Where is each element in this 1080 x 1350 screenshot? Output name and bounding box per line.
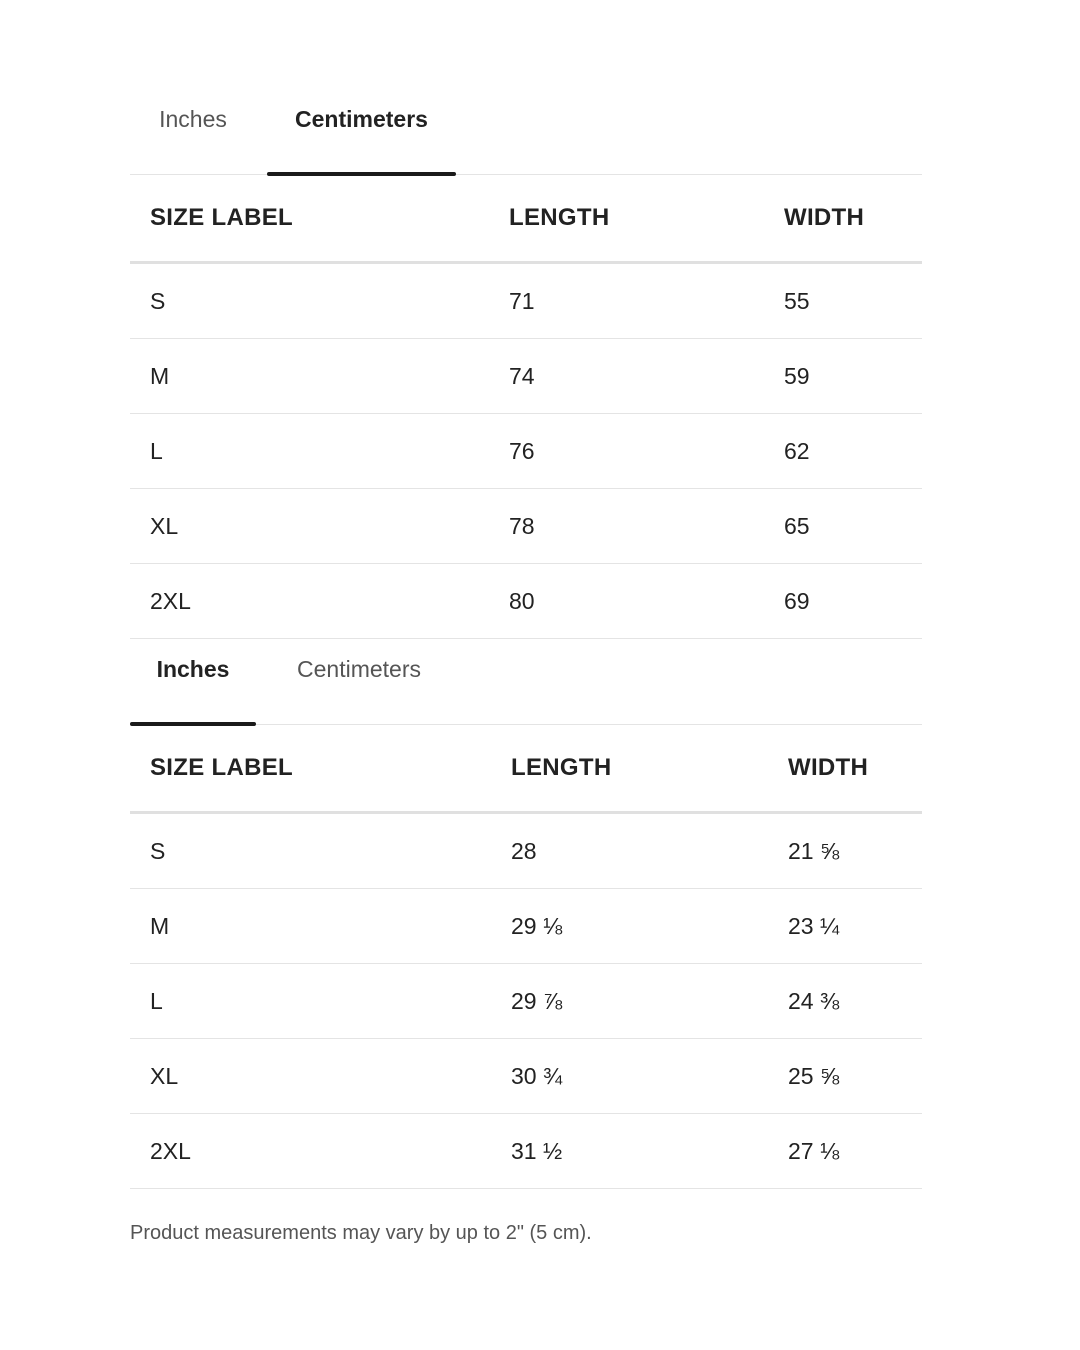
length-cell: 78 [509, 489, 784, 564]
measurement-disclaimer: Product measurements may vary by up to 2" (5 cm). [130, 1222, 592, 1244]
size-chart-centimeters [130, 90, 922, 639]
table-row [130, 813, 922, 889]
column-header-width: WIDTH [788, 725, 922, 813]
table-header-row [130, 175, 922, 263]
length-cell: 31 ½ [511, 1114, 788, 1189]
length-cell: 74 [509, 339, 784, 414]
size-cell: M [130, 889, 511, 964]
column-header-size-label: SIZE LABEL [130, 175, 509, 263]
table-row [130, 339, 922, 414]
size-cell: 2XL [130, 564, 509, 639]
table-header-row [130, 725, 922, 813]
column-header-size-label: SIZE LABEL [130, 725, 511, 813]
length-cell: 28 [511, 813, 788, 889]
length-cell: 29 ⅛ [511, 889, 788, 964]
table-row [130, 414, 922, 489]
length-cell: 76 [509, 414, 784, 489]
column-header-length: LENGTH [509, 175, 784, 263]
size-cell: L [130, 414, 509, 489]
width-cell: 59 [784, 339, 922, 414]
size-chart-inches [130, 640, 922, 1189]
width-cell: 27 ⅛ [788, 1114, 922, 1189]
tab-inches[interactable]: Inches [130, 640, 256, 724]
size-cell: L [130, 964, 511, 1039]
width-cell: 24 ⅜ [788, 964, 922, 1039]
table-row [130, 489, 922, 564]
width-cell: 55 [784, 263, 922, 339]
size-cell: M [130, 339, 509, 414]
width-cell: 21 ⅝ [788, 813, 922, 889]
table-row [130, 889, 922, 964]
width-cell: 65 [784, 489, 922, 564]
length-cell: 71 [509, 263, 784, 339]
size-table [130, 725, 922, 1189]
size-cell: XL [130, 489, 509, 564]
length-cell: 30 ¾ [511, 1039, 788, 1114]
unit-tabs [130, 90, 922, 175]
size-table [130, 175, 922, 639]
size-cell: XL [130, 1039, 511, 1114]
width-cell: 69 [784, 564, 922, 639]
table-row [130, 1114, 922, 1189]
table-row [130, 263, 922, 339]
width-cell: 62 [784, 414, 922, 489]
length-cell: 80 [509, 564, 784, 639]
length-cell: 29 ⅞ [511, 964, 788, 1039]
unit-tabs [130, 640, 922, 725]
tab-centimeters[interactable]: Centimeters [267, 90, 456, 174]
width-cell: 23 ¼ [788, 889, 922, 964]
width-cell: 25 ⅝ [788, 1039, 922, 1114]
column-header-width: WIDTH [784, 175, 922, 263]
column-header-length: LENGTH [511, 725, 788, 813]
table-row [130, 1039, 922, 1114]
size-cell: S [130, 263, 509, 339]
size-cell: S [130, 813, 511, 889]
tab-centimeters[interactable]: Centimeters [297, 656, 421, 682]
tab-inches[interactable]: Inches [159, 106, 227, 132]
size-cell: 2XL [130, 1114, 511, 1189]
table-row [130, 564, 922, 639]
table-row [130, 964, 922, 1039]
